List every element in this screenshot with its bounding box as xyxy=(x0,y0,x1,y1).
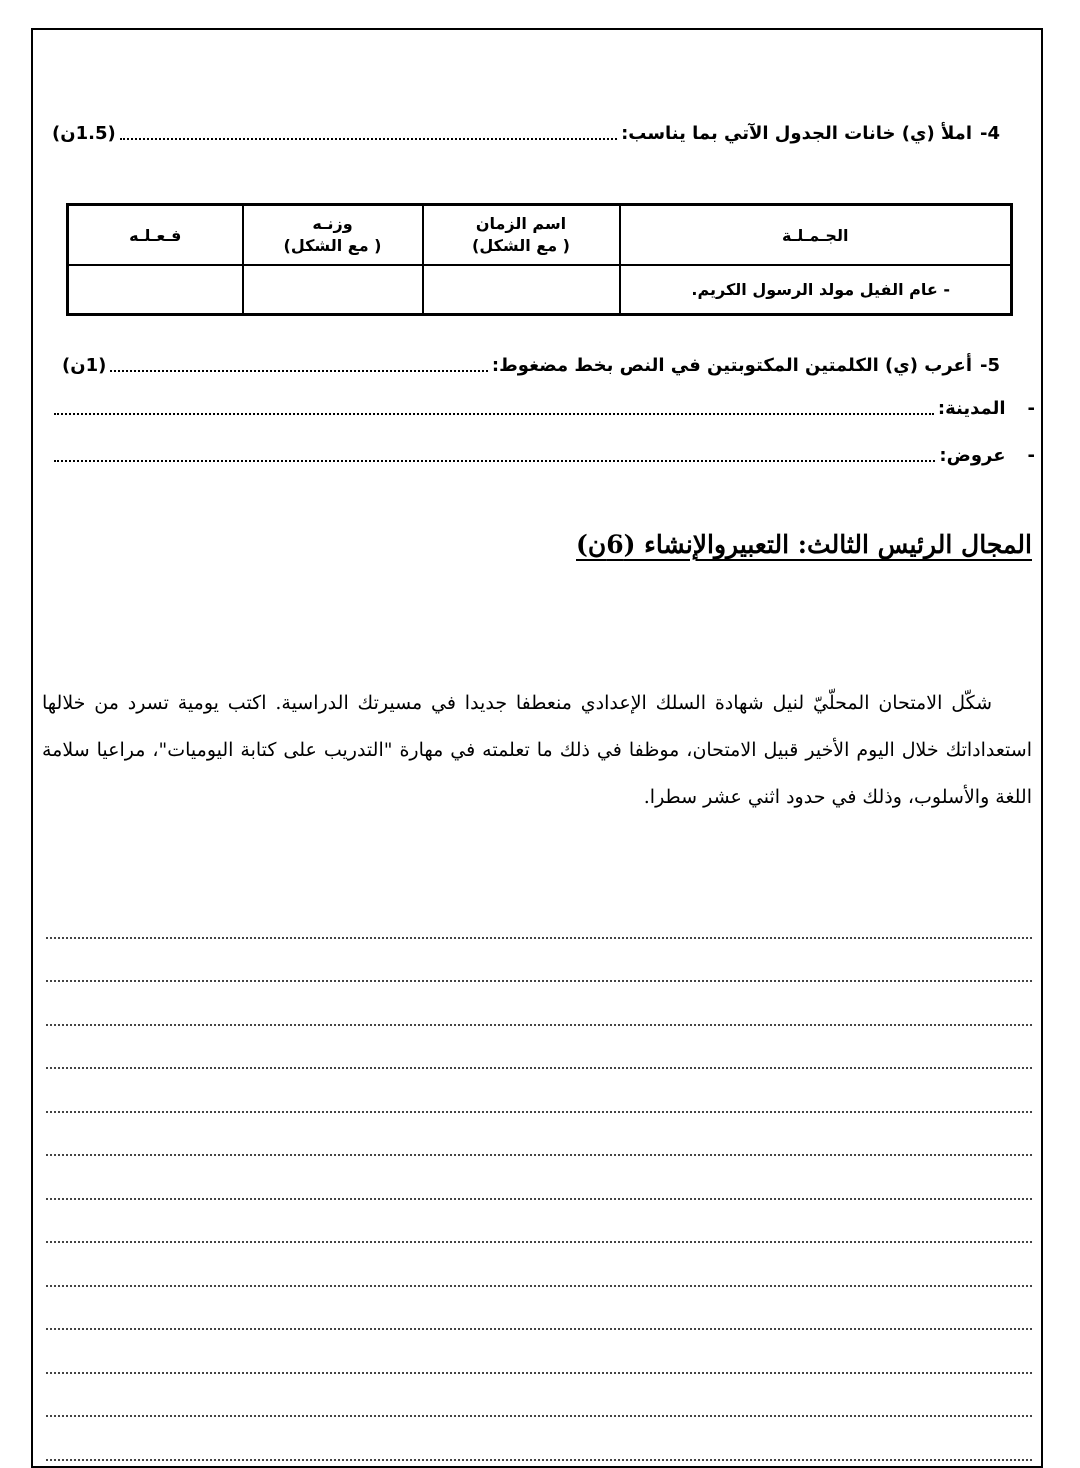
header-time-noun xyxy=(423,205,620,266)
writing-line[interactable] xyxy=(46,1287,1032,1331)
header-verb xyxy=(68,205,243,266)
header-time-noun-note: ( مع الشكل) xyxy=(472,236,570,255)
question-4-number: 4- xyxy=(979,122,1000,144)
composition-prompt: شكّل الامتحان المحلّيّ لنيل شهادة السلك الإعدادي منعطفا جديدا في مسيرتك الدراسية. اكتب يومية تسرد من خلالها استعداداتك خلال اليوم الأخير قبيل الامتحان، موظفا في ذلك ما تعلمته في مهارة "التدريب على كتابة اليوميات"، مراعيا سلامة اللغة والأسلوب، وذلك في حدود اثني عشر سطرا. xyxy=(42,692,1032,808)
answer-field-urud[interactable] xyxy=(54,448,935,462)
writing-line[interactable] xyxy=(46,1417,1032,1461)
question-4-instruction xyxy=(52,118,1000,148)
section-3-heading: المجال الرئيس الثالث: التعبيروالإنشاء (6ن) xyxy=(576,530,1032,559)
question-4-points: (1.5ن) xyxy=(52,122,116,144)
header-verb-label: فـعـلـه xyxy=(129,225,182,245)
answer-bullet: - xyxy=(1027,397,1035,419)
table-row xyxy=(68,265,1012,315)
question-5-leader-dots xyxy=(110,358,488,372)
cell-verb-answer[interactable] xyxy=(68,265,243,315)
writing-line[interactable] xyxy=(46,1330,1032,1374)
cell-pattern-answer[interactable] xyxy=(243,265,423,315)
cell-sentence: - عام الفيل مولد الرسول الكريم. xyxy=(620,265,1012,315)
header-pattern-label: وزنـه xyxy=(312,214,353,233)
question-4-text: املأ (ي) خانات الجدول الآتي بما يناسب: xyxy=(621,122,972,144)
writing-line[interactable] xyxy=(46,1374,1032,1418)
answer-line-urud xyxy=(50,440,1035,470)
header-sentence xyxy=(620,205,1012,266)
header-sentence-label: الجـمـلـة xyxy=(782,225,849,245)
writing-line[interactable] xyxy=(46,1156,1032,1200)
answer-word-urud: عروض: xyxy=(939,444,1006,466)
cell-time-noun-answer[interactable] xyxy=(423,265,620,315)
writing-line[interactable] xyxy=(46,1069,1032,1113)
writing-line[interactable] xyxy=(46,982,1032,1026)
question-4-leader-dots xyxy=(120,126,617,140)
writing-line[interactable] xyxy=(46,1113,1032,1157)
question-4-table xyxy=(66,203,1013,316)
answer-field-madina[interactable] xyxy=(54,401,934,415)
question-5-points: (1ن) xyxy=(62,354,107,376)
question-5-instruction xyxy=(62,350,1000,380)
writing-line[interactable] xyxy=(46,895,1032,939)
writing-line[interactable] xyxy=(46,1200,1032,1244)
answer-line-madina xyxy=(50,393,1035,423)
question-5-number: 5- xyxy=(979,354,1000,376)
answer-word-madina: المدينة: xyxy=(937,397,1006,419)
header-time-noun-label: اسم الزمان xyxy=(475,214,567,233)
writing-line[interactable] xyxy=(46,1243,1032,1287)
writing-line[interactable] xyxy=(46,1026,1032,1070)
header-pattern-note: ( مع الشكل) xyxy=(283,236,382,255)
writing-lines[interactable] xyxy=(46,895,1032,1461)
answer-bullet: - xyxy=(1027,444,1035,466)
question-5-text: أعرب (ي) الكلمتين المكتوبتين في النص بخط مضغوط: xyxy=(491,354,972,376)
header-pattern xyxy=(243,205,423,266)
table-header-row xyxy=(68,205,1012,266)
writing-line[interactable] xyxy=(46,939,1032,983)
